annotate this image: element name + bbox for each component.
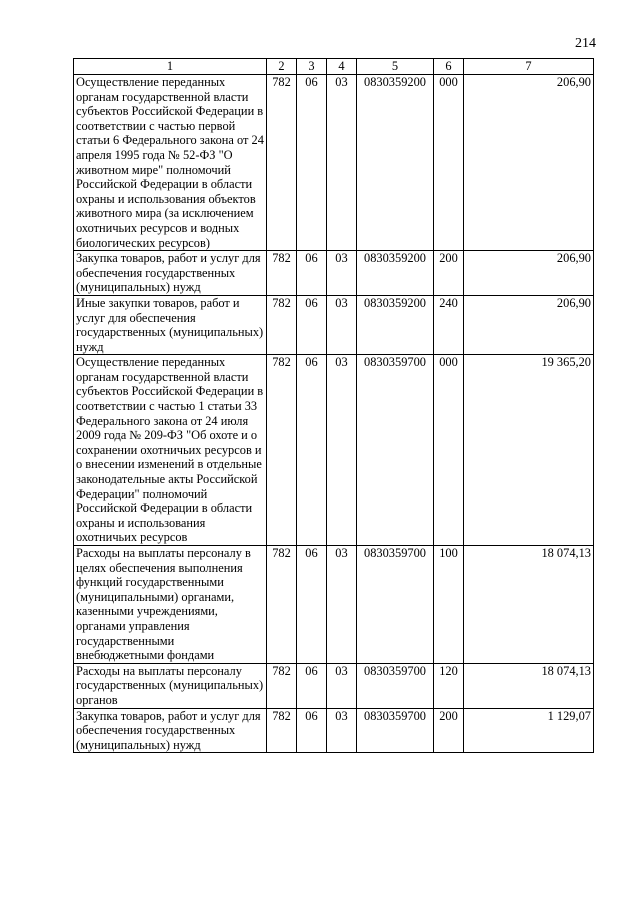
page-number: 214 bbox=[575, 36, 596, 51]
row-code-expense-type: 200 bbox=[434, 251, 464, 296]
row-amount: 19 365,20 bbox=[464, 355, 594, 546]
row-code-ministry: 782 bbox=[267, 663, 297, 708]
row-code-subsection: 03 bbox=[327, 75, 357, 251]
row-code-expense-type: 000 bbox=[434, 355, 464, 546]
row-code-section: 06 bbox=[297, 251, 327, 296]
row-code-ministry: 782 bbox=[267, 546, 297, 664]
row-amount: 206,90 bbox=[464, 75, 594, 251]
row-name: Иные закупки товаров, работ и услуг для обеспечения государственных (муниципальных) нужд bbox=[74, 295, 267, 354]
row-amount: 1 129,07 bbox=[464, 708, 594, 753]
row-code-target: 0830359700 bbox=[357, 355, 434, 546]
table-row bbox=[74, 251, 594, 296]
row-code-subsection: 03 bbox=[327, 546, 357, 664]
header-col-3: 3 bbox=[297, 59, 327, 75]
row-amount: 18 074,13 bbox=[464, 663, 594, 708]
row-code-target: 0830359200 bbox=[357, 251, 434, 296]
header-col-1: 1 bbox=[74, 59, 267, 75]
row-code-subsection: 03 bbox=[327, 355, 357, 546]
header-col-5: 5 bbox=[357, 59, 434, 75]
row-code-section: 06 bbox=[297, 663, 327, 708]
row-code-subsection: 03 bbox=[327, 251, 357, 296]
row-code-section: 06 bbox=[297, 295, 327, 354]
table-row bbox=[74, 295, 594, 354]
row-code-target: 0830359200 bbox=[357, 75, 434, 251]
header-col-2: 2 bbox=[267, 59, 297, 75]
row-code-subsection: 03 bbox=[327, 708, 357, 753]
row-name: Осуществление переданных органам государственной власти субъектов Российской Федерации в соответствии с частью первой статьи 6 Федерального закона от 24 апреля 1995 года № 52-ФЗ "О животном мире" полномочий Российской Федерации в области охраны и использования объектов животного мира (за исключением охотничьих ресурсов и водных биологических ресурсов) bbox=[74, 75, 267, 251]
row-code-target: 0830359200 bbox=[357, 295, 434, 354]
row-code-expense-type: 100 bbox=[434, 546, 464, 664]
row-code-expense-type: 120 bbox=[434, 663, 464, 708]
table-row bbox=[74, 708, 594, 753]
row-name: Закупка товаров, работ и услуг для обеспечения государственных (муниципальных) нужд bbox=[74, 251, 267, 296]
header-col-7: 7 bbox=[464, 59, 594, 75]
row-code-expense-type: 200 bbox=[434, 708, 464, 753]
header-col-6: 6 bbox=[434, 59, 464, 75]
row-code-subsection: 03 bbox=[327, 295, 357, 354]
table-row bbox=[74, 546, 594, 664]
row-code-subsection: 03 bbox=[327, 663, 357, 708]
row-code-target: 0830359700 bbox=[357, 663, 434, 708]
row-code-target: 0830359700 bbox=[357, 708, 434, 753]
row-code-ministry: 782 bbox=[267, 708, 297, 753]
row-code-ministry: 782 bbox=[267, 75, 297, 251]
row-name: Закупка товаров, работ и услуг для обеспечения государственных (муниципальных) нужд bbox=[74, 708, 267, 753]
row-amount: 206,90 bbox=[464, 295, 594, 354]
row-amount: 206,90 bbox=[464, 251, 594, 296]
row-code-section: 06 bbox=[297, 546, 327, 664]
row-code-target: 0830359700 bbox=[357, 546, 434, 664]
row-code-ministry: 782 bbox=[267, 295, 297, 354]
row-code-expense-type: 000 bbox=[434, 75, 464, 251]
table-row bbox=[74, 75, 594, 251]
row-code-ministry: 782 bbox=[267, 355, 297, 546]
header-row bbox=[74, 59, 594, 75]
row-name: Расходы на выплаты персоналу государственных (муниципальных) органов bbox=[74, 663, 267, 708]
row-code-section: 06 bbox=[297, 708, 327, 753]
row-code-section: 06 bbox=[297, 75, 327, 251]
table-row bbox=[74, 663, 594, 708]
row-name: Расходы на выплаты персоналу в целях обеспечения выполнения функций государственными (муниципальными) органами, казенными учреждениями, органами управления государственными внебюджетными фондами bbox=[74, 546, 267, 664]
header-col-4: 4 bbox=[327, 59, 357, 75]
table-row bbox=[74, 355, 594, 546]
row-name: Осуществление переданных органам государственной власти субъектов Российской Федерации в соответствии с частью 1 статьи 33 Федерального закона от 24 июля 2009 года № 209-ФЗ "Об охоте и о сохранении охотничьих ресурсов и о внесении изменений в отдельные законодательные акты Российской Федерации" полномочий Российской Федерации в области охраны и использования охотничьих ресурсов bbox=[74, 355, 267, 546]
row-amount: 18 074,13 bbox=[464, 546, 594, 664]
budget-table bbox=[73, 58, 594, 753]
row-code-expense-type: 240 bbox=[434, 295, 464, 354]
row-code-ministry: 782 bbox=[267, 251, 297, 296]
row-code-section: 06 bbox=[297, 355, 327, 546]
